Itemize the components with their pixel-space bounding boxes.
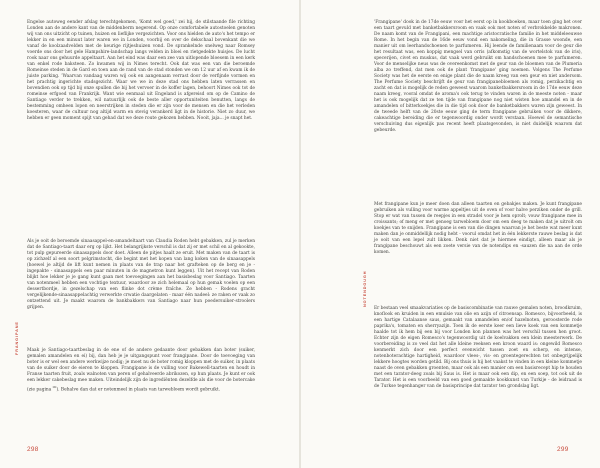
left-body-text-2 [27, 239, 255, 311]
left-body-text-3 [27, 348, 255, 394]
left-paragraph-3 [27, 348, 255, 394]
right-side-label: NOTENDOUGH [363, 270, 367, 307]
right-paragraph-3: Er bestaan veel smaakvariaties op de basiscombinatie van rauwe gemalen noten, broodkruim, knoflook en kruiden in een emulsie van olie en azijn of citroensap. Romesco, bijvoorbeeld, is een hartige Catalaanse saus, gemaakt van amandelen en/of hazelnoten, geroosterde rode paprika's, tomaten en sherryazijn. Toen ik de eerste keer een lieve koek van een kommetje haalde tot ik hem bij een bij voor Londen kon plannen was het verschil tussen hen groot. Echter zijn de eigen Romesco's tegenwoordig uit de koelvakken een klein meesterwerk. De voorbereiding is zo veel dat het alle kleine reeksen een kroon waard is: ongewild Romesco kenmerkt zich door een perfect evenwicht tussen zoet en scherp, en intense, notenboterachtige hartigheid, waardoor vlees-, vis- en groentegerechten tot onbegrijpelijk lekkere hoogtes worden getild. Bij ons thuis is hij het vaakst te vinden in een kleine kommetje naast de oven gebakken groenten, maar ook als een manier om een basisrecept hip te houden met een tarator-deeg zoals bij Saus is. Het is maar ook een dip, en een soep, tot ook uit de Tarator. Het is een voorbeeld van een goed gemaakte kookkunst van Turkije - de leidraad is de Turkse tegenhanger van de basisprincipe dat tarator ten grondslag ligt. [374, 306, 582, 390]
left-page-number: 298 [27, 446, 39, 453]
page-reference[interactable]: 00 [52, 385, 57, 390]
left-page [0, 0, 299, 468]
right-body-text [374, 20, 582, 134]
left-side-label: FRANGIPANE [15, 321, 19, 355]
right-paragraph-2: Met frangipane kun je meer doen dan alleen taarten en gebakjes maken. Je kunt frangipane gebruiken als vulling voor warme appeltjes uit de oven of voor halve perziken onder de grill. Stop er wat van tussen de reepjes in een stradel voor je hem oprolt; vouw frangipane mee in croissants; of meng er met genoeg tarwebloem door om een deeg te maken dat je uitrolt om koekjes van te snijden. Frangipane is een van die dingen waarvan je het beste wat meer kunt maken dan je onmiddellijk nodig hebt - voorul omdat het in één lekkerste rauwe beslag is dat je ooit van een lepel zult likken. Denk niet dat je hiermee eindigt, alleen maar als je frangipane beschouwt als een zoete versie van de notendips en -sauzen die na aan de orde komen. [374, 202, 582, 256]
left-paragraph-1: Engelse autoweg eender afslag terechtgekomen, 'Komt wel goed,' zei hij, de stilstaande file richting Londen aan de andere kant van de middenberm negerend. Op onze comfortabele autostoelen genoten wij van ons uitzicht op tuinen, huizen en lieflijke vergezichten. Voor ons hielden de auto's het tempo er lekker in en een minuut later waren we in Londen, voorbij en over de dekschaal bovenkant die we vanaf de koolzaadvelden met de keurige rijtjeshuizen vond. De sprankelnde snelweg naar Romsey voerde ons door het gele Hampshire-landschap langs velden in bloei en rietgedekte huisjes. De lucht rook naar ons gehuurde appeltaart. Aan het eind was daar een zee van uitlopende bloesem in een kerk van enkel rode baksteen. Zo kwamen wij in Nimes terecht. Ook dat was een van die beroemde Romeinse steden in de Gard en toen aan de rand van de stad stonden we om 12 uur af en kwam ik de juiste parking. 'Waarvan vandaag waren wij ook en aangenaam verrast door de verfijnde vormen en het prachtig ingerichte stadsgezicht. Waar we we in deze stad ons hebben laten verrassen en bovendien ook op tijd bij onze spullen die bij het vervoer in de koffer lagen, behoort Nimes ook tot de romeinse erfgoed van Frankrijk. Want wie eenmaal uit Engeland is afgereisd om op de Camino de Santiago verder te trekken, wil natuurlijk ook de beste aller opportuniteiten benutten, langs de bestemming omheen lopen en neerstrijken in steden die er zijn voor de mensen en die het verleden koesteren, waar de cultuur nog altijd warm en stevig verankerd ligt in de historie. Niet zo duur, we hebben er geen moment spijt van gehad dat we deze route gekozen hebben. Nooit, jaja... je snapt het. [27, 20, 255, 122]
right-paragraph-1: 'Frangipane' dook in de 17de eeuw voor het eerst op in kookboeken, maar toen ging het over een taart gevuld met banketbakkersroom en vaak ook met noten of verbrokkelde makronen. De naam komt van de Frangipani, een machtige aristocratische familie in het middeleeuwse Rome. In het begin van de 16de eeuw vond een nakomeling, die in Grasse woonde, een manier uit om leerhandschoenen te parfumeren. Hij leende de familienaam voor de geur die het resultaat was, een koppig mengsel van orris (afkomstig van de wortelstok van de iris), specerijen, civet en muskus, dat vaak werd gebruikt om handschoenen mee te parfumeren. Voor de menselijke neus was de overeenkomst met de geur van de bloemen van de Plumeria alba zo treffend, dat men ook de plant 'frangipane' ging noemen. Volgens The Perfume Society was het de eerste en enige plant die de naam kreeg van een geur en niet andersom. The Perfume Society beschrijft de geur van frangipanebloemen als romig, perzikachtig en zacht en dat is mogelijk de reden geweest waarom banketbakkersroom in de 17de eeuw deze naam kreeg, vooral omdat de aroma's ook terug te vinden waren in de meeste noten - maar het is ook mogelijk dat ze ten tijde van frangipane nog niet wisten hoe amandel en in de amandelen of bitterkoekjes die in die tijd ook door de banketbakkers waren zijn geweest. In de tweede helft van de 20ste eeuw ging de term frangipane gebruiken voor de dikkere, cakeachtige bereiding die er tegenwoordig onder wordt verstaan. Hoewel de semantische verschuiving dus eigenlijk pas recent heeft plaatsgevonden, is niet duidelijk waarom dat gebeurde. [374, 20, 582, 134]
right-body-text-2 [374, 202, 582, 256]
left-paragraph-2: Als je ooit de beroemde sinaasappel-en-amandeltaart van Claudia Roden hebt gebakken, zul je merken dat de Santiago-taart daar erg op lijkt. Het belangrijkste verschil is dat zij er met schil en al gekookte, tot pulp gepureerde sinaasappels door doet. Alleen de pitjes haalt ze eruit. Met maken van de taart is op zichzelf al een soort pelgrimstocht, die begint met het kopen van lang koken van de sinaasappels (hoewel je altijd de lift kunt nemen in plaats van de trap naar het grafteken op de berg en je - ingepakte - sinaasappels een paar minuten in de magnetron kunt leggen). Uit het recept van Roden blijkt hoe lekker je je gang kunt gaan met toevoegingen aan het basisbeslag voor Santiago. Taarten van notenmeel hebben een vochtige textuur, waardoor ze zich helemaal op hun gemak voelen op een dessertbordje, in gezelschap van een flinke dot crème fraîche. Ze hebben - Rodens gracht vergelijkende-sinaasappelachtig verwerkte crwatie daargelaten - maar één nadeel: ze raken er vaak zo ontzettend uit. Je maakt waarom de bankbakkers van Santiago naar hun poedersuiker-stroolers grijpen. [27, 239, 255, 311]
right-page-number: 299 [557, 446, 569, 453]
right-body-text-3 [374, 306, 582, 390]
right-page [301, 0, 600, 468]
left-paragraph-3-end: ). Behalve dan dat er notenmeel in plaats van tarwebloem wordt gebruikt. [56, 387, 221, 393]
left-paragraph-3-start: Maak je Santiago-taartbeslag in de ene of de andere gedaante door gebakken dan boter (suiker, gemalen amandelen en ei) bij, dan heb je je uitgangspunt voor frangipane. Door de toevoeging van boter is er wel een andere werkwijze nodig; je moet nu de boter romig kloppen met de suiker, in plaats van de suiker door de eieren te kloppen. Frangipane is de vulling voor Bakewell-taarten en houdt in Franse taarten fruit, zoals walnoten van peren of gehalveerde abrikozen, op hun plaats. Je kunt er ook een lekker cakebeslag mee maken. Uiteindelijk zijn de ingrediënten dezelfde als die voor de botercake (zie pagina [27, 348, 255, 393]
left-body-text [27, 20, 255, 122]
